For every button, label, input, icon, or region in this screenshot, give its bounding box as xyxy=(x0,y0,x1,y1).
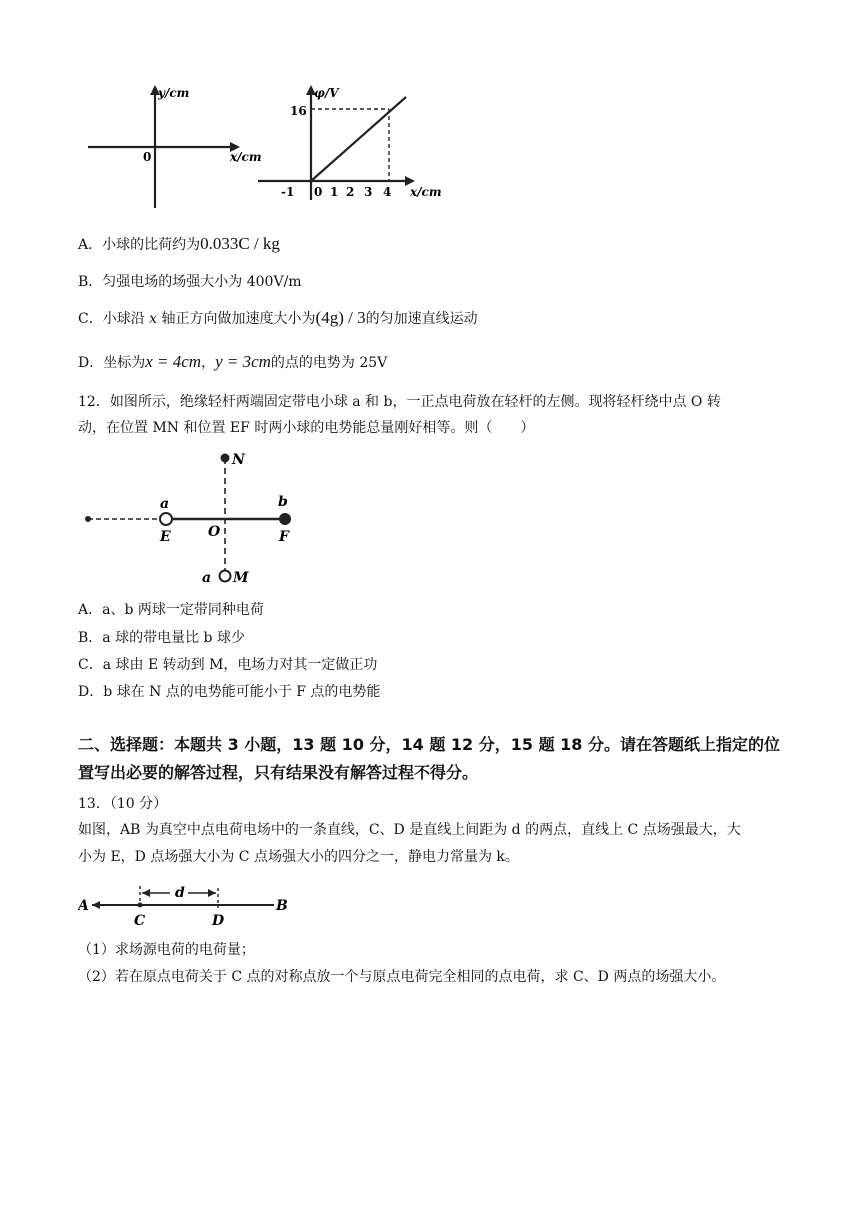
q11-option-a-text: A．小球的比荷约为 xyxy=(78,237,201,253)
coordinate-axes-figure xyxy=(88,85,262,208)
label-E: E xyxy=(160,529,171,545)
origin-label: 0 xyxy=(143,150,152,164)
x-axis-label: x/cm xyxy=(230,150,262,164)
q11-option-c-text: C．小球沿 xyxy=(78,311,145,327)
q11-option-c-mid: 轴正方向做加速度大小为 xyxy=(161,311,316,327)
x-tick-minus1: -1 xyxy=(281,185,295,199)
q13-part1: （1）求场源电荷的电荷量； xyxy=(78,942,255,958)
x-tick-1: 1 xyxy=(330,185,339,199)
section2-heading-line2: 置写出必要的解答过程，只有结果没有解答过程不得分。 xyxy=(78,763,479,782)
x-tick-3: 3 xyxy=(364,185,373,199)
section2-heading-line1: 二、选择题：本题共 3 小题，13 题 10 分，14 题 12 分，15 题 18 分。请在答题纸上指定的位 xyxy=(78,735,781,754)
label-D: D xyxy=(212,913,225,928)
q13-stem-line1: 如图，AB 为真空中点电荷电场中的一条直线，C、D 是直线上间距为 d 的两点，直线上 C 点场强最大，大 xyxy=(78,822,741,838)
q13-part2: （2）若在原点电荷关于 C 点的对称点放一个与原点电荷完全相同的点电荷，求 C、D 两点的场强大小。 xyxy=(78,969,726,985)
q12-stem-line2: 动，在位置 MN 和位置 EF 时两小球的电势能总量刚好相等。则（ ） xyxy=(78,420,535,436)
q12-option-b: B．a 球的带电量比 b 球少 xyxy=(78,630,245,646)
q11-option-c-suffix: 的匀加速直线运动 xyxy=(365,311,478,327)
q12-option-c: C．a 球由 E 转动到 M，电场力对其一定做正功 xyxy=(78,657,378,673)
label-B: B xyxy=(276,898,288,914)
q11-option-d-sep: ， xyxy=(201,355,216,371)
q12-option-d: D．b 球在 N 点的电势能可能小于 F 点的电势能 xyxy=(78,684,381,700)
label-A: A xyxy=(78,898,89,914)
q11-option-a xyxy=(78,234,280,255)
label-a-top: a xyxy=(160,496,170,512)
q11-option-a-value: 0.033C / kg xyxy=(200,234,280,253)
label-b-top: b xyxy=(278,494,288,510)
phi-tick-16: 16 xyxy=(290,104,307,118)
x-tick-4: 4 xyxy=(383,185,392,199)
q13-header: 13．（10 分） xyxy=(78,796,168,812)
q13-stem-line2: 小为 E，D 点场强大小为 C 点场强大小的四分之一，静电力常量为 k。 xyxy=(78,849,519,865)
label-a-bottom: a xyxy=(202,570,212,586)
q11-option-d xyxy=(78,352,387,373)
q11-option-d-y: y = 3cm xyxy=(215,352,271,371)
label-F: F xyxy=(279,529,289,545)
x-tick-0: 0 xyxy=(314,185,323,199)
q11-option-b: B．匀强电场的场强大小为 400V/m xyxy=(78,274,302,290)
label-O: O xyxy=(208,524,221,540)
q11-option-c-var: x xyxy=(149,311,158,327)
line-AB-figure xyxy=(78,878,298,928)
q11-option-c xyxy=(78,308,478,329)
label-C: C xyxy=(134,913,146,928)
q11-option-d-text: D．坐标为 xyxy=(78,355,146,371)
label-d: d xyxy=(175,885,185,901)
q12-option-a: A．a、b 两球一定带同种电荷 xyxy=(78,602,264,618)
potential-graph xyxy=(258,85,442,200)
phi-axis-label: φ/V xyxy=(314,86,339,100)
q12-stem-line1: 12．如图所示，绝缘轻杆两端固定带电小球 a 和 b，一正点电荷放在轻杆的左侧。现将轻杆绕中点 O 转 xyxy=(78,394,721,410)
y-axis-label: y/cm xyxy=(158,86,190,100)
q11-option-d-suffix: 的点的电势为 25V xyxy=(270,355,388,371)
x-axis-label-right: x/cm xyxy=(410,185,442,199)
label-N: N xyxy=(232,452,245,468)
top-figures xyxy=(80,75,460,220)
label-M: M xyxy=(233,570,249,586)
q11-option-d-x: x = 4cm xyxy=(145,352,202,371)
x-tick-2: 2 xyxy=(346,185,355,199)
q11-option-c-expr: (4g) / 3 xyxy=(315,308,366,327)
rod-figure xyxy=(80,448,310,588)
